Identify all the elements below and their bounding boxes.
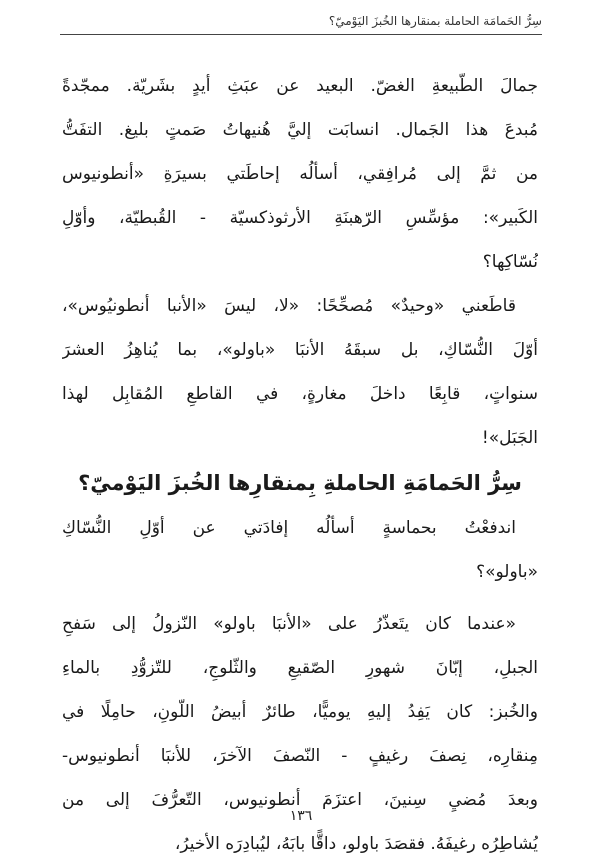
paragraph-2: [62, 284, 538, 460]
header-rule: [60, 34, 542, 35]
text-line: وبعدَ مُضيِ سِنينَ، اعتزَمَ أنطونيوس، التّعرُّفَ إلى من: [62, 790, 538, 810]
text-line: قاطَعني «وحيدٌ» مُصحِّحًا: «لا، ليسَ «الأنبا أنطونيُوس»،: [62, 296, 516, 316]
section-heading: سِرُّ الحَمامَةِ الحاملةِ بِمنقارِها الخُبزَ اليَوْميّ؟: [78, 471, 522, 495]
text-line: أوّلَ النُّسّاكِ، بل سبقَهُ الأنبَا «باولو»، بما يُناهِزُ العشرَ: [62, 340, 538, 360]
paragraph-3: [62, 506, 538, 594]
text-line: والخُبز: كان يَفِدُ إليهِ يوميًّا، طائرٌ أبيضُ اللّونِ، حامِلًا في: [62, 702, 538, 722]
text-line: نُسّاكِها؟: [482, 252, 538, 272]
page-body: [62, 64, 538, 866]
text-line: الكَبير»: مؤسِّسِ الرّهبنَةِ الأرثوذكسيّة - القُبطيّة، وأوّلِ: [62, 208, 538, 228]
text-line: سنواتٍ، قابِعًا داخلَ مغارةٍ، في القاطعِ المُقابِل لهذا: [62, 384, 538, 404]
text-line: «باولو»؟: [476, 562, 538, 582]
text-line: اندفعْتُ بحماسةٍ أسألُه إفادَتي عن أوّلِ النُّسّاكِ: [62, 518, 516, 538]
text-line: «عندما كان يتَعذّرُ على «الأنبَا باولو» النّزولُ إلى سَفحِ: [62, 614, 516, 634]
running-head: سِرُّ الحَمامَة الحاملة بمنقارِها الخُبزَ اليَوْميّ؟: [328, 14, 542, 28]
text-line: مُبدعَ هذا الجَمال. انسابَت إليَّ هُنيهاتُ صَمتٍ بليغ. التفَتُّ: [62, 120, 538, 140]
text-line: مِنقارِه، نِصفَ رغيفٍ - النّصفَ الآخرَ، للأنبَا أنطونيوس-: [62, 746, 538, 766]
paragraph-gap: [62, 594, 538, 602]
page-number: ١٣٦: [289, 808, 313, 824]
text-line: الجَبَل»!: [481, 428, 538, 448]
paragraph-1: [62, 64, 538, 284]
paragraph-4: [62, 602, 538, 866]
text-line: الجبلِ، إبّانَ شهورِ الصّقيعِ والثّلوجِ، للتّزوُّدِ بالماءِ: [62, 658, 538, 678]
text-line: جمالَ الطّبيعةِ الغضّ. البعيد عن عبَثِ أيدٍ بشَريّة. ممجّدةً: [62, 76, 538, 96]
text-line: يُشاطِرُه رغيفَهُ. فقصَدَ باولو، داقًّا بابَهُ، ليُبادِرَه الأخيرُ،: [174, 834, 538, 854]
text-line: من ثمَّ إلى مُرافِقي، أسألُه إحاطَتي بسيرَةِ «أنطونيوس: [62, 164, 538, 184]
